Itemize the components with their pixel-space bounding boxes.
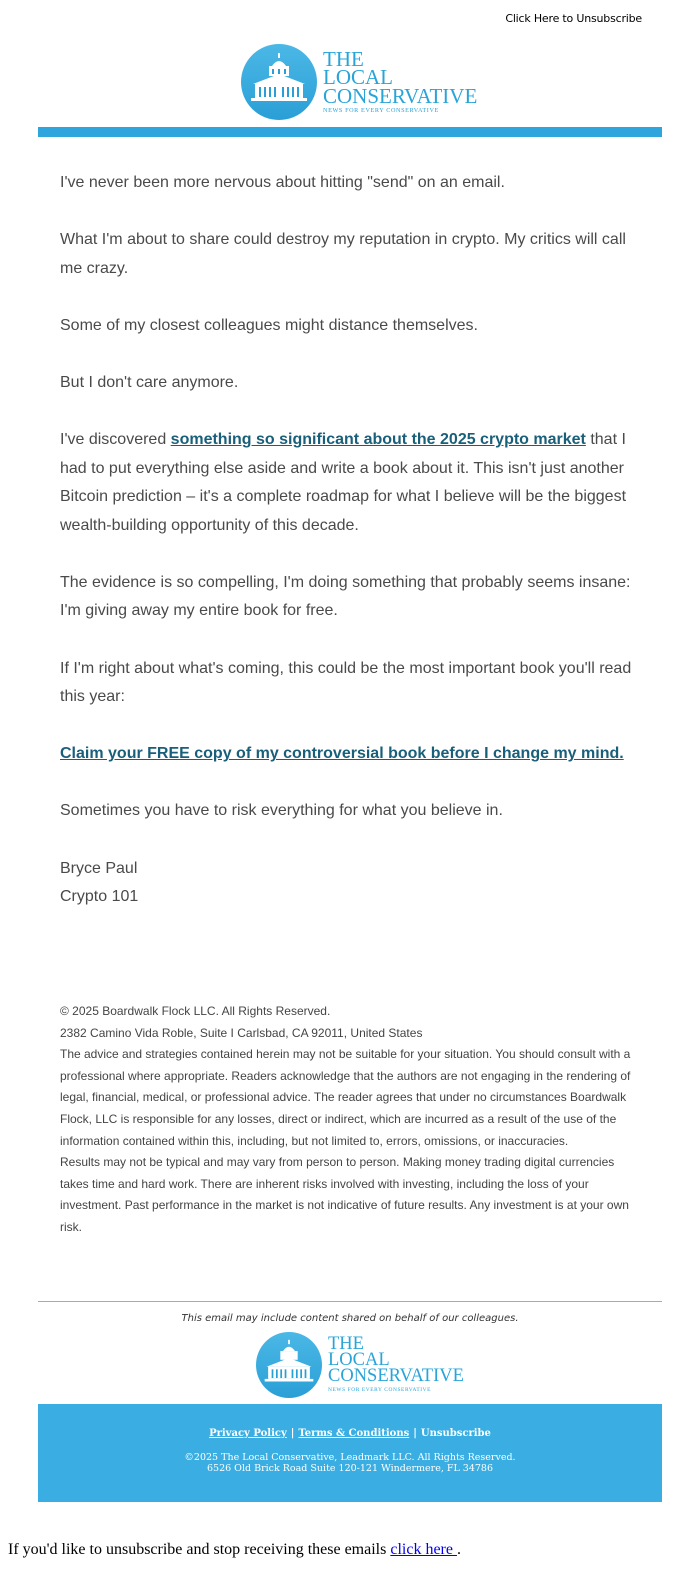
paragraph: The evidence is so compelling, I'm doing something that probably seems insane: I'm giving away my entire book for free. [60, 573, 631, 620]
brand-line-1: THE [323, 47, 364, 72]
capitol-building-icon [241, 44, 317, 120]
brand-tagline: NEWS FOR EVERY CONSERVATIVE [328, 1386, 432, 1393]
paragraph: I've never been more nervous about hitting "send" on an email. [60, 174, 505, 191]
legal-address: 2382 Camino Vida Roble, Suite I Carlsbad, CA 92011, United States [60, 1025, 423, 1040]
brand-line-2: LOCAL [328, 1350, 390, 1371]
footer-copyright-block [38, 1452, 662, 1474]
brand-line-2: LOCAL [323, 65, 393, 90]
paragraph-text: that I had to put everything else aside and write a book about it. This isn't just another Bitcoin prediction – it's a complete roadmap for what I believe will be the biggest wealth-building opportunity of this decade. [60, 431, 627, 534]
paragraph [60, 426, 640, 540]
email-body [60, 169, 640, 912]
brand-logo-top [241, 44, 477, 120]
brand-logo-bottom [256, 1332, 464, 1398]
footer-address: 6526 Old Brick Road Suite 120-121 Windermere, FL 34786 [206, 1463, 493, 1474]
brand-line-3: CONSERVATIVE [328, 1365, 464, 1386]
paragraph: What I'm about to share could destroy my reputation in crypto. My critics will call me crazy. [60, 231, 626, 277]
claim-free-book-link[interactable]: Claim your FREE copy of my controversial book before I change my mind. [60, 745, 624, 763]
legal-copyright: © 2025 Boardwalk Flock LLC. All Rights Reserved. [60, 1004, 331, 1018]
footer-links [38, 1428, 662, 1439]
bottom-click-here-link[interactable]: click here [390, 1541, 457, 1558]
footer-box [38, 1404, 662, 1502]
legal-disclaimer-2: Results may not be typical and may vary from person to person. Making money trading digital currencies takes time and hard work. There are inherent risks involved with investing, including the loss of your investment. Past performance in the market is not indicative of future results. Any investment is at your own risk. [60, 1155, 629, 1234]
bottom-unsubscribe-line [8, 1541, 461, 1559]
bottom-period: . [456, 1541, 461, 1558]
brand-line-3: CONSERVATIVE [323, 83, 478, 108]
capitol-building-icon [256, 1332, 322, 1398]
header-divider-bar [38, 127, 662, 137]
brand-line-1: THE [328, 1334, 364, 1355]
paragraph: But I don't care anymore. [60, 374, 239, 392]
crypto-market-link[interactable]: something so significant about the 2025 crypto market [170, 431, 586, 449]
bottom-unsubscribe-text: If you'd like to unsubscribe and stop receiving these emails [8, 1541, 391, 1558]
signature-org: Crypto 101 [60, 888, 139, 905]
paragraph: Sometimes you have to risk everything for what you believe in. [60, 802, 503, 820]
signature [60, 855, 640, 912]
unsubscribe-top-link[interactable]: Click Here to Unsubscribe [505, 12, 642, 25]
paragraph-text: I've discovered [60, 431, 171, 449]
paragraph: Some of my closest colleagues might distance themselves. [60, 316, 478, 334]
brand-wordmark [328, 1334, 464, 1386]
cta-paragraph [60, 740, 640, 769]
footer-unsubscribe-link[interactable]: Unsubscribe [420, 1428, 491, 1439]
terms-link[interactable]: Terms & Conditions [298, 1428, 410, 1439]
legal-disclaimer [60, 1001, 635, 1239]
footer-separator: | [290, 1428, 295, 1439]
brand-wordmark [323, 47, 478, 108]
privacy-policy-link[interactable]: Privacy Policy [209, 1428, 287, 1439]
colleagues-note: This email may include content shared on behalf of our colleagues. [181, 1313, 519, 1324]
paragraph: If I'm right about what's coming, this could be the most important book you'll read this year: [60, 659, 632, 706]
footer-copyright: ©2025 The Local Conservative, Leadmark LLC. All Rights Reserved. [184, 1452, 516, 1463]
footer-separator: | [413, 1428, 417, 1439]
legal-disclaimer-1: The advice and strategies contained herein may not be suitable for your situation. You should consult with a professional where appropriate. Readers acknowledge that the authors are not engaging in the rendering of legal, financial, medical, or professional advice. The reader agrees that under no circumstances Boardwalk Flock, LLC is responsible for any losses, direct or indirect, which are incurred as a result of the use of the information contained within this, including, but not limited to, errors, omissions, or inaccuracies. [60, 1047, 631, 1148]
signature-name: Bryce Paul [60, 859, 138, 877]
footer-divider [38, 1301, 662, 1302]
brand-tagline: NEWS FOR EVERY CONSERVATIVE [323, 106, 439, 114]
